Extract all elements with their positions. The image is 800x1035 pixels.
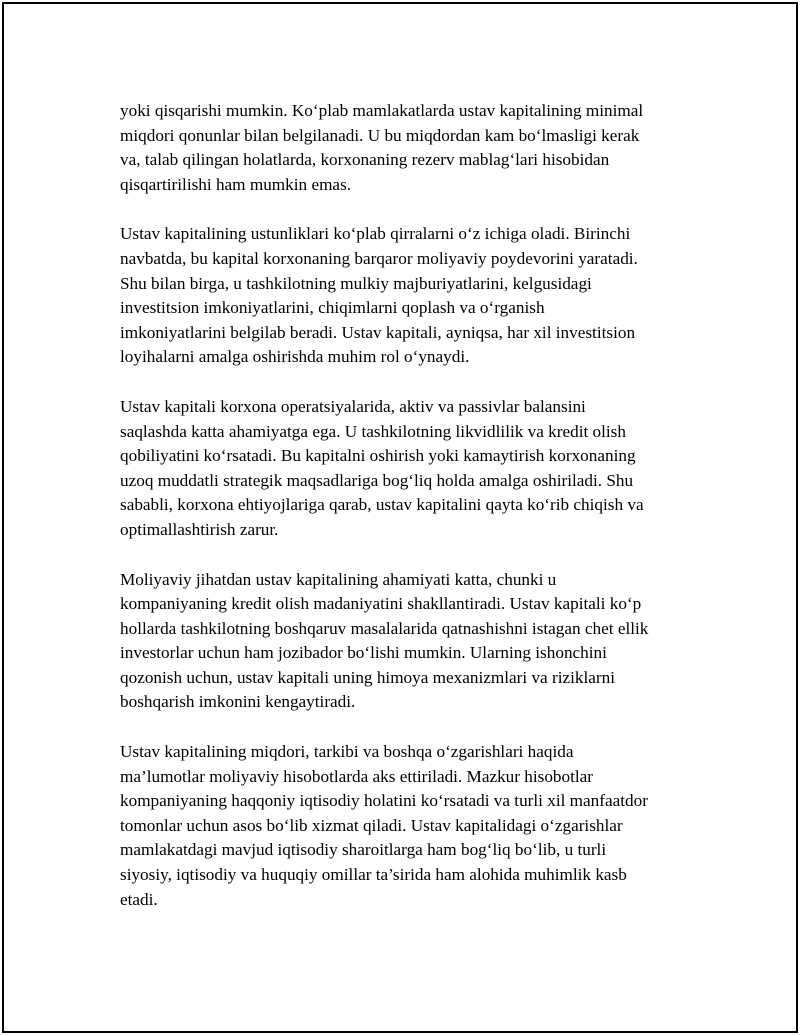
paragraph-2: Ustav kapitalining ustunliklari ko‘plab qirralarni o‘z ichiga oladi. Birinchi navbatda, bu kapital korxonaning barqaror moliyaviy poydevorini yaratadi. Shu bilan birga, u tashkilotning mulkiy majburiyatlarini, kelgusidagi investitsion imkoniyatlarini, chiqimlarni qoplash va o‘rganish imkoniyatlarini belgilab beradi. Ustav kapitali, ayniqsa, har xil investitsion loyihalarni amalga oshirishda muhim rol o‘ynaydi. (120, 224, 638, 367)
paragraph-4: Moliyaviy jihatdan ustav kapitalining ahamiyati katta, chunki u kompaniyaning kredit olish madaniyatini shakllantiradi. Ustav kapitali ko‘p hollarda tashkilotning boshqaruv masalalarida qatnashishni istagan chet ellik investorlar uchun ham jozibador bo‘lishi mumkin. Ularning ishonchini qozonish uchun, ustav kapitali uning himoya mexanizmlari va riziklarni boshqarish imkonini kengaytiradi. (120, 569, 649, 712)
page-frame (2, 2, 798, 1033)
paragraph-3: Ustav kapitali korxona operatsiyalarida, aktiv va passivlar balansini saqlashda katta ahamiyatga ega. U tashkilotning likvidlilik va kredit olish qobiliyatini ko‘rsatadi. Bu kapitalni oshirish yoki kamaytirish korxonaning uzoq muddatli strategik maqsadlariga bog‘liq holda amalga oshiriladi. Shu sababli, korxona ehtiyojlariga qarab, ustav kapitalini qayta ko‘rib chiqish va optimallashtirish zarur. (120, 396, 644, 539)
paragraph-1: yoki qisqarishi mumkin. Ko‘plab mamlakatlarda ustav kapitalining minimal miqdori qonunlar bilan belgilanadi. U bu miqdordan kam bo‘lmasligi kerak va, talab qilingan holatlarda, korxonaning rezerv mablag‘lari hisobidan qisqartirilishi ham mumkin emas. (120, 101, 644, 194)
document-body (120, 99, 710, 912)
paragraph-5: Ustav kapitalining miqdori, tarkibi va boshqa o‘zgarishlari haqida ma’lumotlar moliyaviy hisobotlarda aks ettiriladi. Mazkur hisobotlar kompaniyaning haqqoniy iqtisodiy holatini ko‘rsatadi va turli xil manfaatdor tomonlar uchun asos bo‘lib xizmat qiladi. Ustav kapitalidagi o‘zgarishlar mamlakatdagi mavjud iqtisodiy sharoitlarga ham bog‘liq bo‘lib, u turli siyosiy, iqtisodiy va huquqiy omillar ta’sirida ham alohida muhimlik kasb etadi. (120, 742, 648, 909)
